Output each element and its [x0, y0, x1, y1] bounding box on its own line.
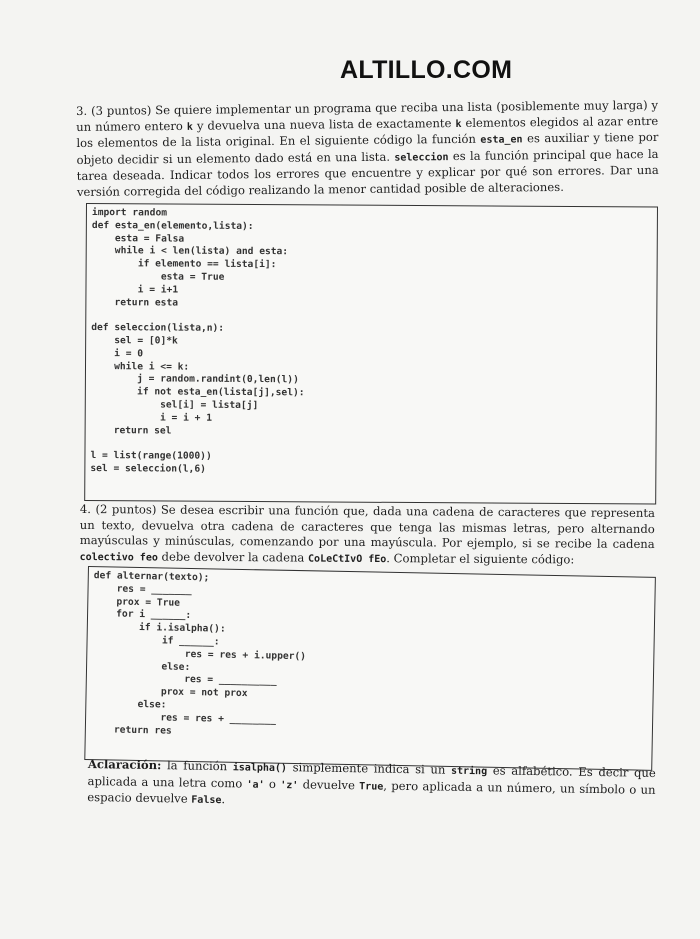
text-segment: es alfabético. Es decir que aplicada a una letra como [87, 763, 656, 791]
inline-code: isalpha() [232, 762, 288, 775]
code-line: if not esta_en(lista[j],sel): [90, 386, 305, 399]
code-line: l = list(range(1000)) [90, 450, 212, 462]
text-segment: . Completar el siguiente código: [386, 550, 575, 567]
bold-label: Aclaración: [87, 757, 162, 773]
text-segment: . [221, 792, 226, 807]
inline-code: CoLeCtIvO fEo [308, 553, 387, 565]
inline-code: k [186, 121, 193, 133]
code-line: esta = Falsa [91, 232, 185, 245]
text-segment: 3. (3 puntos) Se quiere implementar un programa que reciba una lista (posiblemente muy larga) y un número entero [76, 97, 659, 134]
text-segment: devuelve [298, 776, 360, 792]
code-line: res = __________ [91, 672, 277, 688]
code-line: sel[i] = lista[j] [90, 398, 259, 412]
text-segment: simplemente indica si un [286, 760, 452, 777]
code-line: res = _______ [93, 582, 192, 596]
code-line: prox = not prox [91, 685, 248, 700]
inline-code: False [191, 794, 222, 807]
code-line: return esta [91, 296, 179, 309]
problem-4-statement [80, 502, 655, 569]
inline-code: seleccion [394, 151, 449, 164]
code-line: sel = seleccion(l,6) [90, 462, 206, 475]
code-line: import random [91, 207, 168, 219]
code-line: return res [90, 723, 172, 737]
text-segment: es auxiliar y tiene por objeto decidir si un elemento dado está en una lista. [76, 130, 659, 167]
inline-code: esta_en [480, 134, 523, 146]
inline-code: colectivo feo [79, 551, 158, 564]
clarification-note [87, 757, 656, 816]
code-line: for i ______: [92, 608, 192, 622]
code-line: i = 0 [91, 347, 144, 360]
text-segment: debe devolver la cadena [157, 549, 309, 565]
text-segment: es la función principal que hace la tarea deseada. Indicar todos los errores que encuentre y explicar por qué son errores. Dar una versión corregida del código realizando la menor cantidad posible de alteraciones. [76, 146, 659, 199]
code-line: esta = True [91, 271, 225, 283]
inline-code: k [455, 118, 462, 130]
text-segment: elementos elegidos al azar entre los elementos de la lista original. En el siguiente código la función [76, 113, 659, 151]
code-line: else: [91, 698, 167, 711]
code-line: res = res + i.upper() [92, 646, 307, 662]
code-line: res = res + ________ [91, 710, 277, 726]
site-logo: ALTILLO.COM [340, 56, 513, 84]
code-line: sel = [0]*k [91, 335, 178, 347]
inline-code: string [450, 765, 488, 778]
text-segment: 4. (2 puntos) Se desea escribir una función que, dada una cadena de caracteres que representa un texto, devuelva otra cadena de caracteres que tenga las mismas letras, pero alternando mayúsculas y minúsculas, comenzando por una mayúscula. Por ejemplo, si se recibe la cadena [79, 502, 655, 552]
inline-code: 'z' [280, 779, 299, 791]
code-line: if ______: [92, 634, 220, 648]
inline-code: True [359, 780, 384, 793]
inline-code: 'a' [246, 779, 265, 791]
code-line: def esta_en(elemento,lista): [91, 219, 254, 232]
text-segment: y devuelva una nueva lista de exactamente [192, 115, 456, 133]
code-line: return sel [90, 424, 172, 437]
code-line: else: [91, 659, 191, 673]
code-line: if i.isalpha(): [92, 621, 226, 635]
code-line: prox = True [93, 595, 181, 609]
code-line: while i < len(lista) and esta: [91, 245, 289, 258]
problem-3-code-box [84, 203, 658, 504]
text-segment: la función [161, 758, 233, 774]
problem-3-statement [76, 98, 659, 201]
code-line: j = random.randint(0,len(l)) [90, 373, 299, 386]
code-line: def alternar(texto); [93, 570, 210, 584]
text-segment: , pero aplicada a un número, un símbolo o un espacio devuelve [87, 778, 656, 806]
text-segment: o [264, 776, 281, 791]
code-line: i = i + 1 [90, 411, 213, 424]
code-line: if elemento == lista[i]: [91, 258, 277, 271]
code-line: while i <= k: [90, 360, 190, 373]
code-line: i = i+1 [91, 283, 179, 296]
code-line: def seleccion(lista,n): [91, 322, 225, 335]
